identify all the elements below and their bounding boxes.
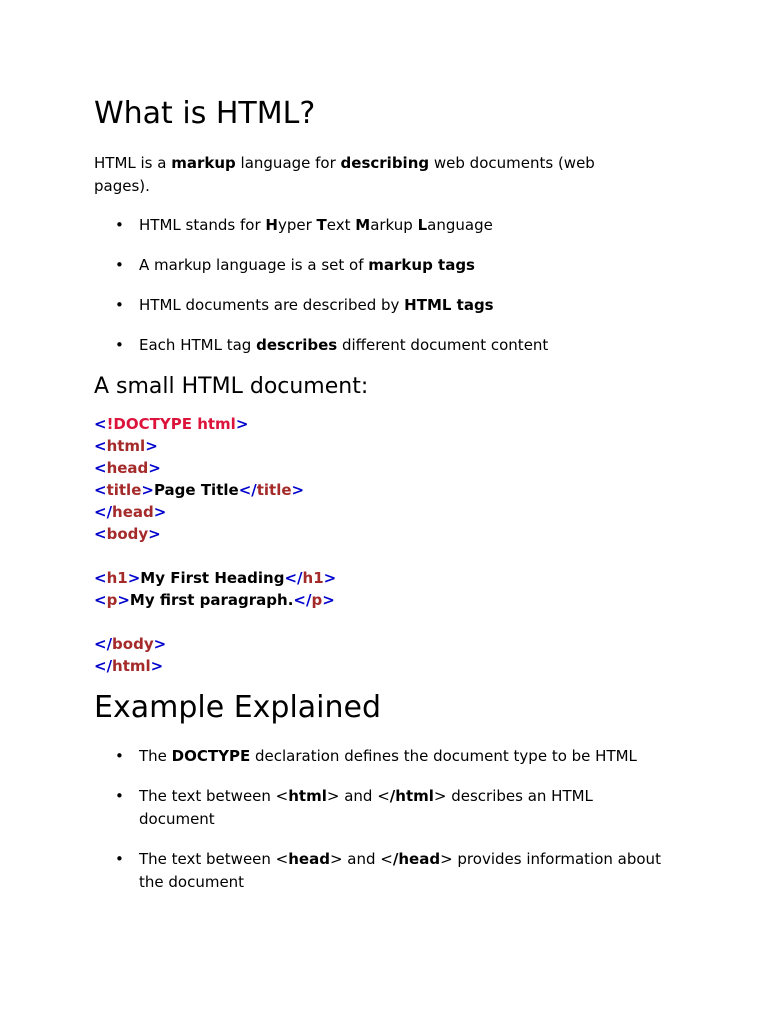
list-item-text: A markup language is a set of markup tags	[139, 256, 475, 274]
bullet: •	[115, 850, 124, 868]
bullet: •	[115, 747, 124, 765]
code-line-html-open: <html>	[94, 437, 158, 455]
intro-text-1: HTML is a	[94, 154, 172, 172]
list-item-text: HTML documents are described by HTML tags	[139, 296, 494, 314]
heading-what-is-html: What is HTML?	[94, 96, 316, 131]
bullet: •	[115, 216, 124, 234]
bullet: •	[115, 256, 124, 274]
list-item-text: The text between <html> and </html> describes an HTML document	[139, 787, 593, 828]
list-item-text: Each HTML tag describes different document content	[139, 336, 549, 354]
list-item-text: The DOCTYPE declaration defines the document type to be HTML	[139, 747, 637, 765]
code-line-head-close: </head>	[94, 503, 167, 521]
intro-text-3: web documents (web pages).	[94, 154, 595, 195]
intro-bold-describing: describing	[340, 154, 430, 172]
intro-paragraph	[94, 152, 654, 198]
bullet: •	[115, 296, 124, 314]
heading-example-explained: Example Explained	[94, 690, 382, 725]
list-item-text: HTML stands for Hyper Text Markup Language	[139, 216, 493, 234]
code-line-body-close: </body>	[94, 635, 167, 653]
code-line-html-close: </html>	[94, 657, 164, 675]
code-line-head-open: <head>	[94, 459, 161, 477]
code-line-h1: <h1>My First Heading</h1>	[94, 569, 337, 587]
code-line-p: <p>My first paragraph.</p>	[94, 591, 335, 609]
bullet: •	[115, 336, 124, 354]
code-line-title: <title>Page Title</title>	[94, 481, 305, 499]
bullet: •	[115, 787, 124, 805]
code-line-doctype: <!DOCTYPE html>	[94, 415, 249, 433]
intro-text-2: language for	[235, 154, 341, 172]
code-line-body-open: <body>	[94, 525, 161, 543]
intro-bold-markup: markup	[171, 154, 236, 172]
list-item-text: The text between <head> and </head> provides information about the document	[139, 850, 661, 891]
heading-small-html-document: A small HTML document:	[94, 374, 369, 399]
